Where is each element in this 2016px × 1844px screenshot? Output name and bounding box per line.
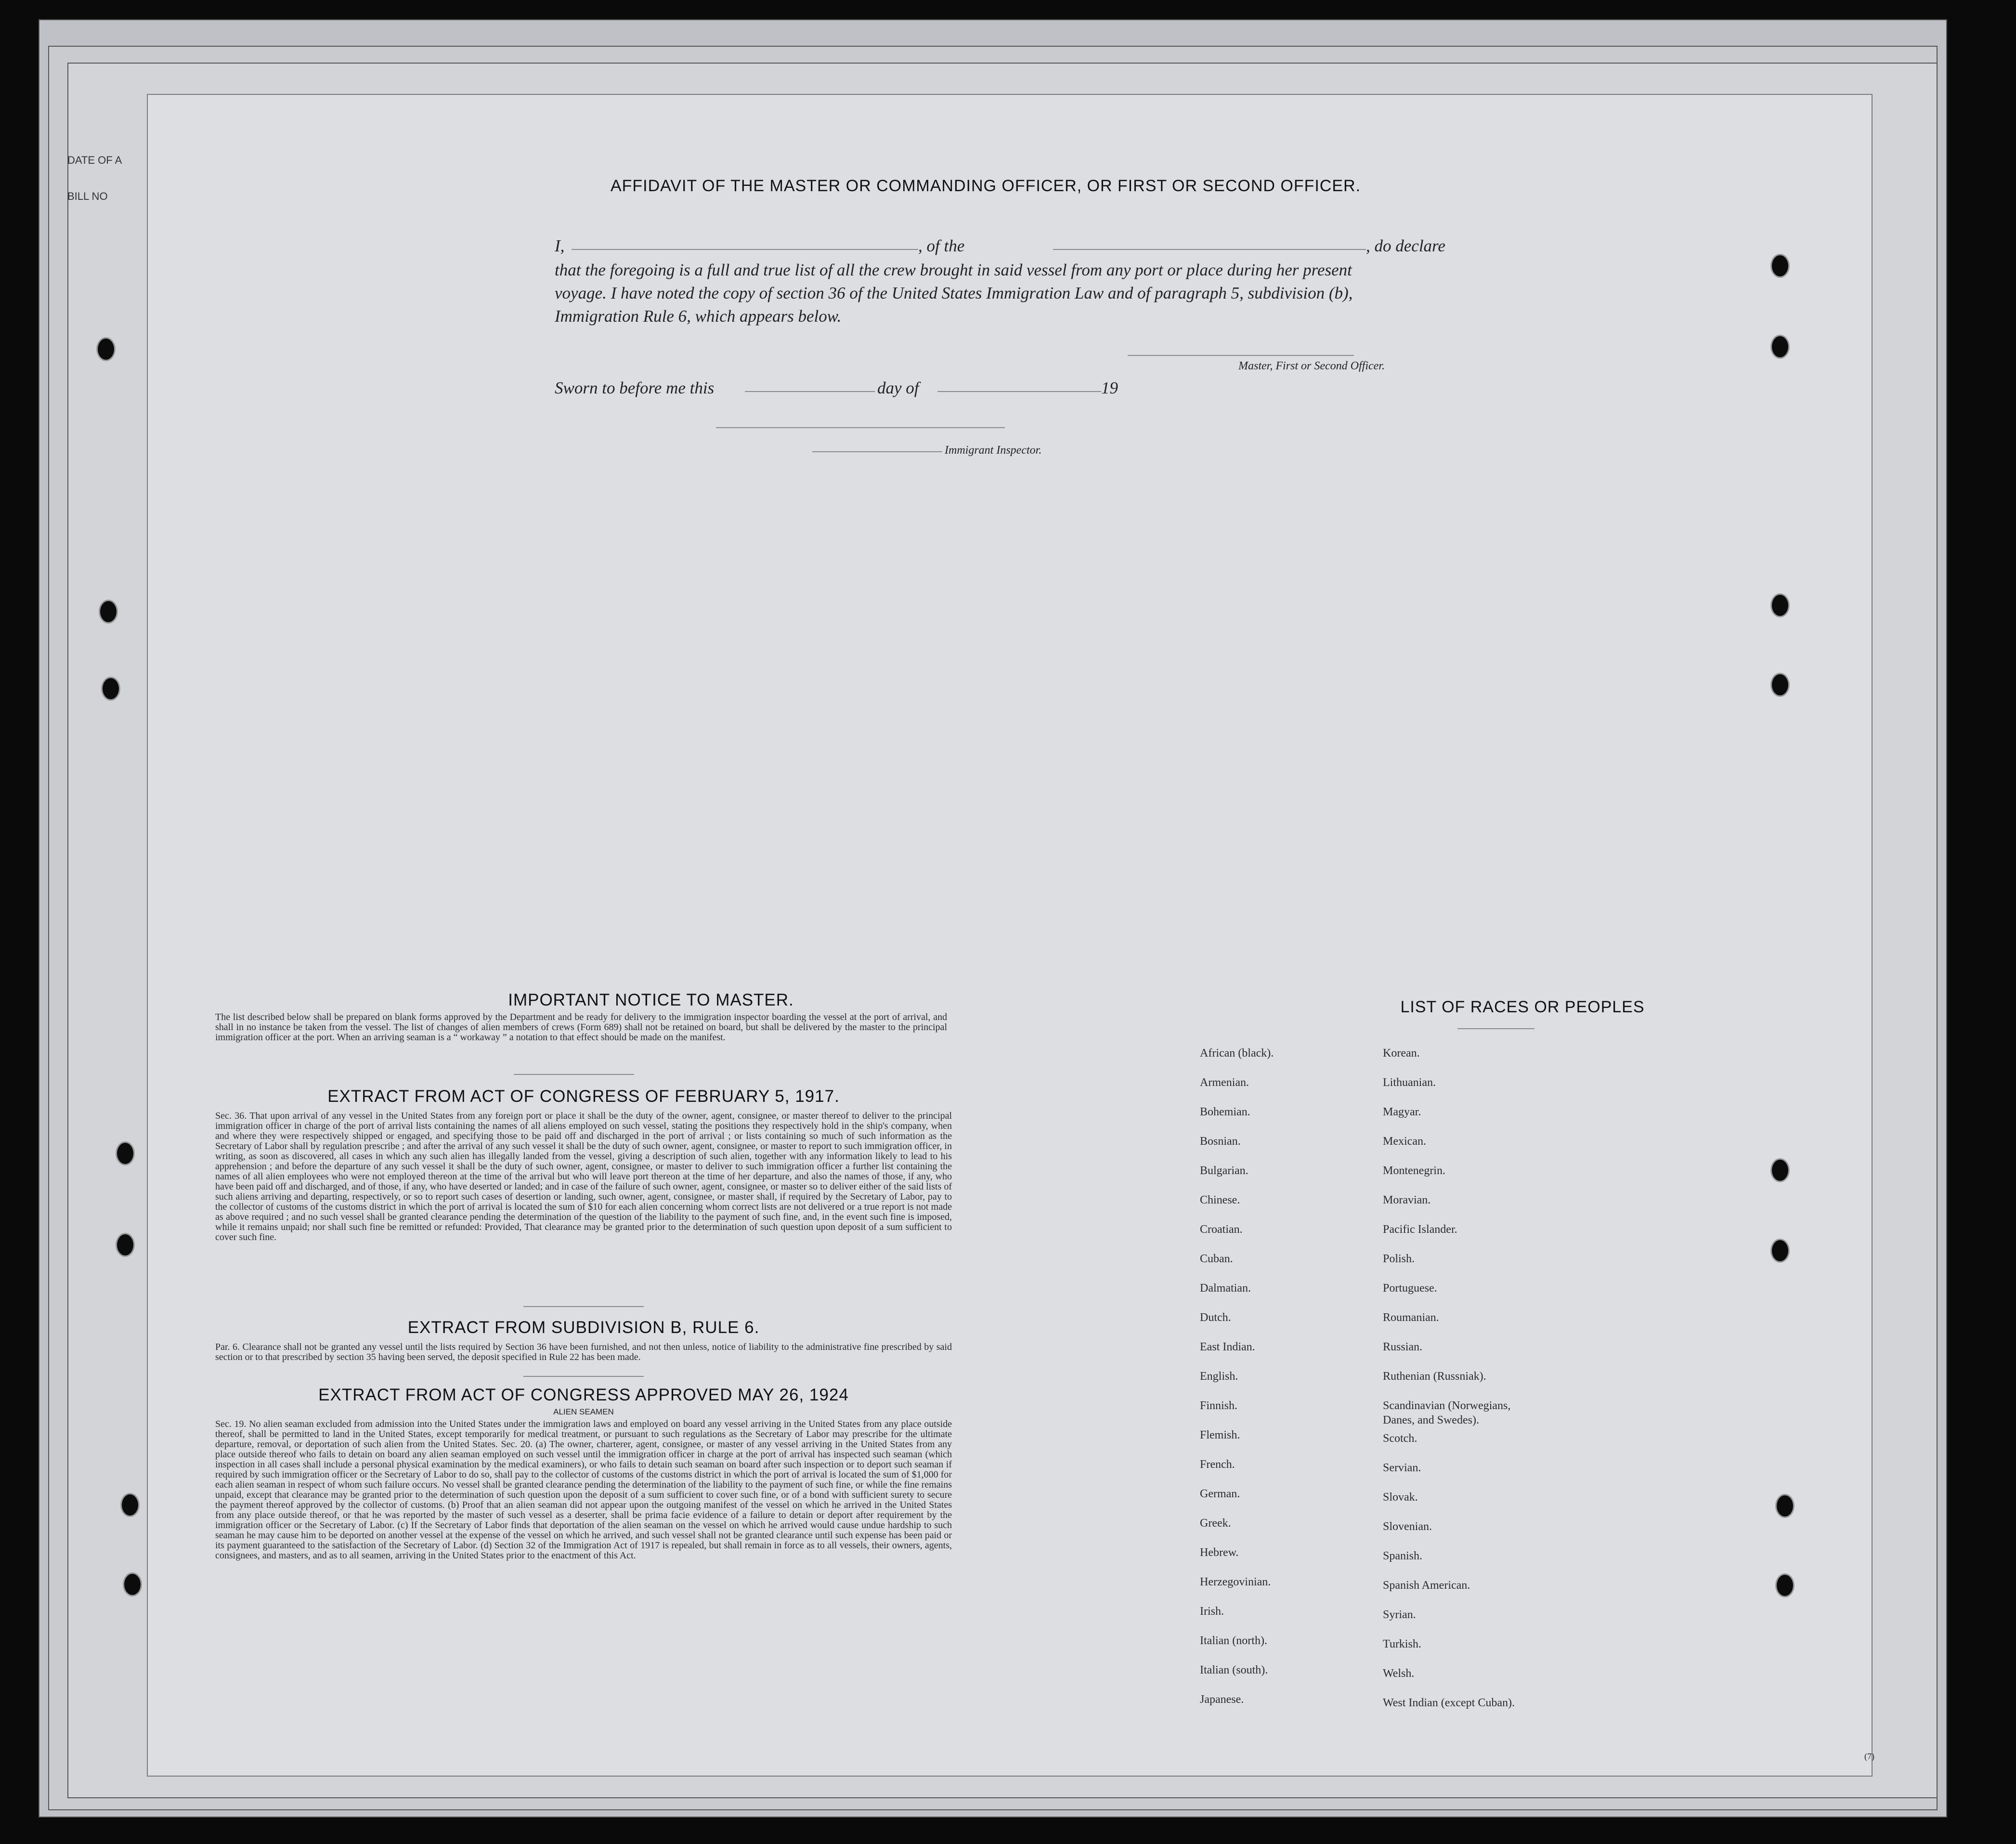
race-entry: Herzegovinian. bbox=[1200, 1576, 1271, 1588]
binder-hole bbox=[1770, 335, 1790, 359]
notice-title: IMPORTANT NOTICE TO MASTER. bbox=[508, 991, 794, 1009]
edge-label-date: DATE OF A bbox=[67, 154, 122, 166]
race-entry: Magyar. bbox=[1383, 1106, 1421, 1118]
race-entry: Pacific Islander. bbox=[1383, 1223, 1457, 1236]
race-entry: Syrian. bbox=[1383, 1609, 1416, 1621]
race-entry: Lithuanian. bbox=[1383, 1076, 1436, 1089]
race-entry: Irish. bbox=[1200, 1605, 1224, 1618]
race-entry: Finnish. bbox=[1200, 1399, 1238, 1412]
edge-label-bill: BILL NO bbox=[67, 190, 108, 202]
extract-1924-text: Sec. 19. No alien seaman excluded from admission into the United States under the immigration laws and employed on board any vessel arriving in the United States from any place outside thereof, shall be permitted to land in the United States, except temporarily for medical treatment, or pursuant to such regulations as the Secretary of Labor may prescribe for the ultimate departure, removal, or deportation of such alien from the United States. Sec. 20. (a) The owner, charterer, agent, consignee, or master of any vessel arriving in the United States from any place outside thereof who fails to detain on board any alien seaman employed on such vessel until the immigration officer in charge at the port of arrival has inspected such seaman (which inspection in all cases shall include a personal physical examination by the medical examiners), or who fails to detain such seaman on board after such inspection or to deport such seaman if required by such immigration officer or the Secretary of Labor to do so, shall pay to the collector of customs of the customs district in which the port of arrival is located the sum of $1,000 for each alien seaman in respect of whom such failure occurs. No vessel shall be granted clearance pending the determination of the liability to the payment of such fine, or while the fine remains unpaid, except that clearance may be granted prior to the determination of such question upon the deposit of a sum sufficient to cover such fine, or of a bond with sufficient surety to secure the payment thereof approved by the collector of customs. (b) Proof that an alien seaman did not appear upon the outgoing manifest of the vessel on which he arrived in the United States from any place outside thereof, or that he was reported by the master of such vessel as a deserter, shall be prima facie evidence of a failure to detain or deport after requirement by the immigration officer or the Secretary of Labor. (c) If the Secretary of Labor finds that deportation of the alien seaman on the vessel on which he arrived would cause undue hardship to such seaman he may cause him to be deported on another vessel at the expense of the vessel on which he arrived, and such vessel shall not be granted clearance until such expense has been paid or its payment guaranteed to the satisfaction of the Secretary of Labor. (d) Section 32 of the Immigration Act of 1917 is repealed, but shall remain in force as to all vessels, their owners, agents, consignees, and masters, and as to all seamen, arriving in the United States prior to the enactment of this Act. bbox=[215, 1419, 952, 1561]
affidavit-line4: Immigration Rule 6, which appears below. bbox=[555, 307, 842, 326]
race-entry: Flemish. bbox=[1200, 1429, 1240, 1441]
binder-hole bbox=[1770, 673, 1790, 697]
inspector-label: Immigrant Inspector. bbox=[945, 444, 1042, 457]
affidavit-line2: that the foregoing is a full and true list of all the crew brought in said vessel from any port or place during her present bbox=[555, 261, 1352, 279]
binder-hole bbox=[1770, 254, 1790, 278]
race-entry: French. bbox=[1200, 1458, 1235, 1471]
binder-hole bbox=[116, 1141, 135, 1165]
affidavit-line1-i: I, bbox=[555, 236, 565, 255]
binder-hole bbox=[1770, 1158, 1790, 1182]
race-entry: Bohemian. bbox=[1200, 1106, 1250, 1118]
race-entry: German. bbox=[1200, 1488, 1240, 1500]
race-entry: Chinese. bbox=[1200, 1194, 1240, 1206]
sworn-month-blank bbox=[937, 391, 1101, 392]
inspector-signature-line-2 bbox=[812, 451, 942, 452]
race-entry: Mexican. bbox=[1383, 1135, 1426, 1148]
binder-hole bbox=[1770, 1239, 1790, 1263]
sworn-day-blank bbox=[745, 391, 875, 392]
affidavit-line1-of-the: , of the bbox=[918, 236, 965, 255]
race-entry: Ruthenian (Russniak). bbox=[1383, 1370, 1486, 1383]
race-entry: English. bbox=[1200, 1370, 1238, 1383]
races-title: LIST OF RACES OR PEOPLES bbox=[1400, 998, 1645, 1016]
separator bbox=[1457, 1028, 1535, 1029]
race-entry: Bosnian. bbox=[1200, 1135, 1241, 1148]
binder-hole bbox=[1775, 1573, 1795, 1597]
race-entry: Dalmatian. bbox=[1200, 1282, 1251, 1295]
affidavit-title: AFFIDAVIT OF THE MASTER OR COMMANDING OFFICER, OR FIRST OR SECOND OFFICER. bbox=[610, 177, 1361, 195]
extract-1917-title: EXTRACT FROM ACT OF CONGRESS OF FEBRUARY 5, 1917. bbox=[327, 1087, 840, 1106]
race-entry: West Indian (except Cuban). bbox=[1383, 1697, 1515, 1709]
race-entry: Polish. bbox=[1383, 1253, 1415, 1265]
race-entry: Moravian. bbox=[1383, 1194, 1431, 1206]
separator bbox=[514, 1074, 634, 1075]
race-entry: Montenegrin. bbox=[1383, 1164, 1445, 1177]
name-blank bbox=[572, 249, 918, 250]
master-signature-label: Master, First or Second Officer. bbox=[1238, 360, 1385, 372]
binder-hole bbox=[99, 600, 118, 624]
race-entry: Japanese. bbox=[1200, 1693, 1244, 1706]
binder-hole bbox=[120, 1493, 140, 1517]
race-entry: Greek. bbox=[1200, 1517, 1231, 1530]
sworn-year: 19 bbox=[1101, 379, 1118, 397]
notice-text: The list described below shall be prepared on blank forms approved by the Department and be ready for delivery to the immigration inspector boarding the vessel at the port of arrival, and shall in no instance be taken from the vessel. The list of changes of alien members of crews (Form 689) shall not be retained on board, but shall be delivered by the master to the principal immigration officer at the port. When an arriving seaman is a “ workaway ” a notation to that effect should be made on the manifest. bbox=[215, 1012, 947, 1043]
race-entry: Russian. bbox=[1383, 1341, 1423, 1353]
race-entry: Korean. bbox=[1383, 1047, 1420, 1059]
binder-hole bbox=[116, 1233, 135, 1257]
master-signature-line bbox=[1128, 355, 1354, 356]
race-entry: Slovenian. bbox=[1383, 1520, 1432, 1533]
race-entry: Dutch. bbox=[1200, 1311, 1231, 1324]
race-entry: Servian. bbox=[1383, 1462, 1421, 1474]
separator bbox=[523, 1376, 644, 1377]
race-entry: Welsh. bbox=[1383, 1667, 1415, 1680]
sworn-day-of: day of bbox=[877, 379, 919, 397]
extract-1924-title: EXTRACT FROM ACT OF CONGRESS APPROVED MAY 26, 1924 bbox=[318, 1386, 849, 1404]
inspector-signature-line bbox=[716, 427, 1005, 428]
race-entry: Cuban. bbox=[1200, 1253, 1233, 1265]
race-entry: East Indian. bbox=[1200, 1341, 1255, 1353]
race-entry: African (black). bbox=[1200, 1047, 1274, 1059]
extract-1924-subtitle: ALIEN SEAMEN bbox=[553, 1407, 614, 1416]
subdivision-text: Par. 6. Clearance shall not be granted any vessel until the lists required by Section 36 have been furnished, and not then unless, notice of liability to the administrative fine prescribed by said section or to that prescribed by section 35 having been served, the deposit specified in Rule 22 has been made. bbox=[215, 1342, 952, 1362]
binder-hole bbox=[123, 1572, 142, 1596]
affidavit-line3: voyage. I have noted the copy of section 36 of the United States Immigration Law and of paragraph 5, subdivision (b), bbox=[555, 284, 1353, 302]
race-entry: Turkish. bbox=[1383, 1638, 1421, 1650]
vessel-blank bbox=[1053, 249, 1366, 250]
extract-1917-text: Sec. 36. That upon arrival of any vessel in the United States from any foreign port or place it shall be the duty of the owner, agent, consignee, or master thereof to deliver to the principal immigration officer in charge of the port of arrival lists containing the names of all aliens employed on such vessel, stating the positions they respectively hold in the ship's company, when and where they were respectively shipped or engaged, and specifying those to be paid off and discharged in the port of arrival ; or lists containing so much of such information as the Secretary of Labor shall by regulation prescribe ; and after the arrival of any such vessel it shall be the duty of such owner, agent, consignee, or master to report to such immigration officer, in writing, as soon as discovered, all cases in which any such alien has illegally landed from the vessel, giving a description of such alien, together with any information likely to lead to his apprehension ; and before the departure of any such vessel it shall be the duty of such owner, agent, consignee, or master to deliver to such immigration officer a further list containing the names of all alien employees who were not employed thereon at the time of the arrival but who will leave port thereon at the time of her departure, and also the names of those, if any, who have been paid off and discharged, and of those, if any, who have deserted or landed; and in case of the failure of such owner, agent, consignee, or master so to deliver either of the said lists of such aliens arriving and departing, respectively, or so to report such cases of desertion or landing, such owner, agent, consignee, or master shall, if required by the Secretary of Labor, pay to the collector of customs of the customs district in which the port of arrival is located the sum of $10 for each alien concerning whom correct lists are not delivered or a true report is not made as above required ; and no such vessel shall be granted clearance pending the determination of the question of the liability to the payment of such fine, and, in the event such fine is imposed, while it remains unpaid; nor shall such fine be remitted or refunded: Provided, That clearance may be granted prior to the determination of such question upon deposit of a sum sufficient to cover such fine. bbox=[215, 1111, 952, 1242]
binder-hole bbox=[101, 677, 120, 701]
form-number: (7) bbox=[1864, 1752, 1874, 1761]
binder-hole bbox=[96, 337, 116, 361]
race-entry: Armenian. bbox=[1200, 1076, 1249, 1089]
race-entry: Roumanian. bbox=[1383, 1311, 1439, 1324]
race-entry: Italian (north). bbox=[1200, 1635, 1267, 1647]
separator bbox=[523, 1306, 644, 1307]
affidavit-line1-declare: , do declare bbox=[1366, 236, 1445, 255]
manifest-page bbox=[147, 94, 1873, 1777]
binder-hole bbox=[1770, 593, 1790, 617]
race-entry: Spanish American. bbox=[1383, 1579, 1470, 1592]
binder-hole bbox=[1775, 1494, 1795, 1518]
subdivision-title: EXTRACT FROM SUBDIVISION B, RULE 6. bbox=[407, 1318, 760, 1337]
race-entry: Italian (south). bbox=[1200, 1664, 1268, 1676]
race-entry: Hebrew. bbox=[1200, 1546, 1239, 1559]
race-entry: Croatian. bbox=[1200, 1223, 1243, 1236]
sworn-text: Sworn to before me this bbox=[555, 379, 715, 397]
race-entry: Scandinavian (Norwegians, Danes, and Swedes). bbox=[1383, 1399, 1511, 1426]
race-entry: Bulgarian. bbox=[1200, 1164, 1249, 1177]
race-entry: Slovak. bbox=[1383, 1491, 1418, 1504]
race-entry: Scotch. bbox=[1383, 1432, 1418, 1445]
race-entry: Spanish. bbox=[1383, 1550, 1423, 1562]
race-entry: Portuguese. bbox=[1383, 1282, 1437, 1295]
